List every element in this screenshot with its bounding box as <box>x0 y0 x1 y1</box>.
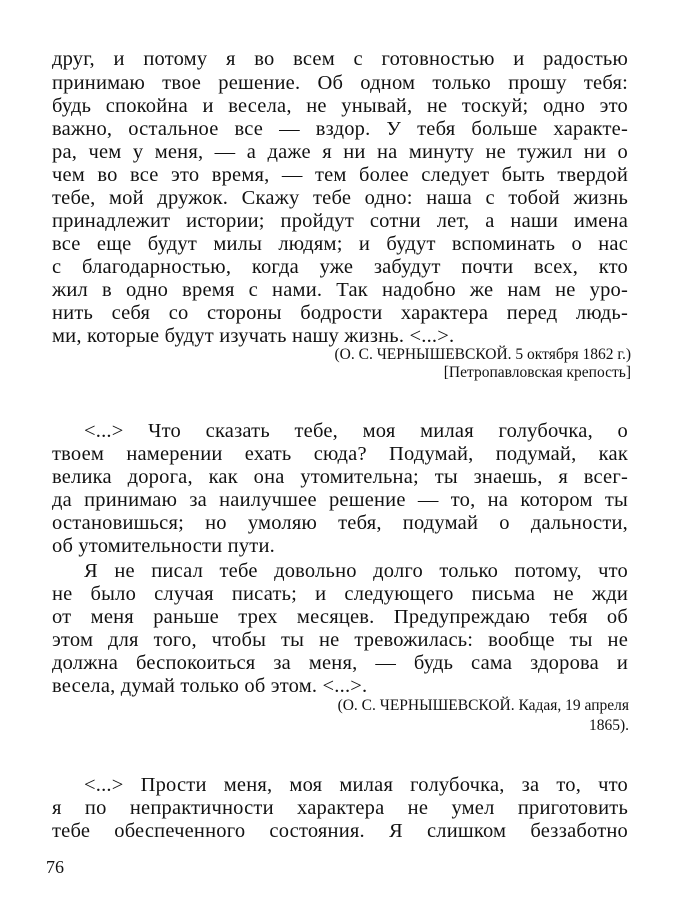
text-line: остановишься; но умоляю тебя, подумай о дальности, <box>52 512 628 534</box>
text-line: тебе обеспеченного состояния. Я слишком беззаботно <box>52 820 628 842</box>
text-line: чем во все это время, — тем более следует быть твердой <box>52 164 628 186</box>
text-line: от меня раньше трех месяцев. Предупреждаю тебя об <box>52 606 628 628</box>
letter-signature-date: 1865). <box>588 717 629 734</box>
letter-location: [Петропавловская крепость] <box>443 364 631 381</box>
page-number: 76 <box>46 857 64 877</box>
text-line: об утомительности пути. <box>52 535 275 557</box>
text-line: не было случая писать; и следующего письма не жди <box>52 583 628 605</box>
text-line: велика дорога, как она утомительна; ты знаешь, я всег- <box>52 466 628 488</box>
text-line: да принимаю за наилучшее решение — то, на котором ты <box>52 489 628 511</box>
text-line: должна беспокоиться за меня, — будь сама здорова и <box>52 652 628 674</box>
text-line: тебе, мой дружок. Скажу тебе одно: наша с тобой жизнь <box>52 187 628 209</box>
text-line: я по непрактичности характера не умел приготовить <box>52 797 628 819</box>
text-line: с благодарностью, когда уже забудут почти всех, кто <box>52 256 628 278</box>
text-line: принимаю твое решение. Об одном только прошу тебя: <box>52 72 628 94</box>
text-line: <...> Что сказать тебе, моя милая голубочка, о <box>84 420 628 442</box>
text-line: <...> Прости меня, моя милая голубочка, за то, что <box>84 774 628 796</box>
text-line: жил в одно время с нами. Так надобно же нам не уро- <box>52 279 628 301</box>
text-line: весела, думай только об этом. <...>. <box>52 675 368 697</box>
text-line: Я не писал тебе довольно долго только потому, что <box>84 560 628 582</box>
text-line: принадлежит истории; пройдут сотни лет, а наши имена <box>52 210 628 232</box>
text-line: нить себя со стороны бодрости характера перед людь- <box>52 302 628 324</box>
text-line: все еще будут милы людям; и будут вспоминать о нас <box>52 233 628 255</box>
text-line: важно, остальное все — вздор. У тебя больше характе- <box>52 118 628 140</box>
text-line: ми, которые будут изучать нашу жизнь. <...>. <box>52 325 455 347</box>
text-line: этом для того, чтобы ты не тревожилась: вообще ты не <box>52 629 628 651</box>
letter-signature: (О. С. ЧЕРНЫШЕВСКОЙ. 5 октября 1862 г.) <box>334 346 631 363</box>
text-line: друг, и потому я во всем с готовностью и радостью <box>52 48 628 70</box>
text-line: будь спокойна и весела, не унывай, не тоскуй; одно это <box>52 95 628 117</box>
letter-signature: (О. С. ЧЕРНЫШЕВСКОЙ. Кадая, 19 апреля <box>337 697 629 714</box>
text-line: ра, чем у меня, — а даже я ни на минуту не тужил ни о <box>52 141 628 163</box>
text-line: твоем намерении ехать сюда? Подумай, подумай, как <box>52 443 628 465</box>
